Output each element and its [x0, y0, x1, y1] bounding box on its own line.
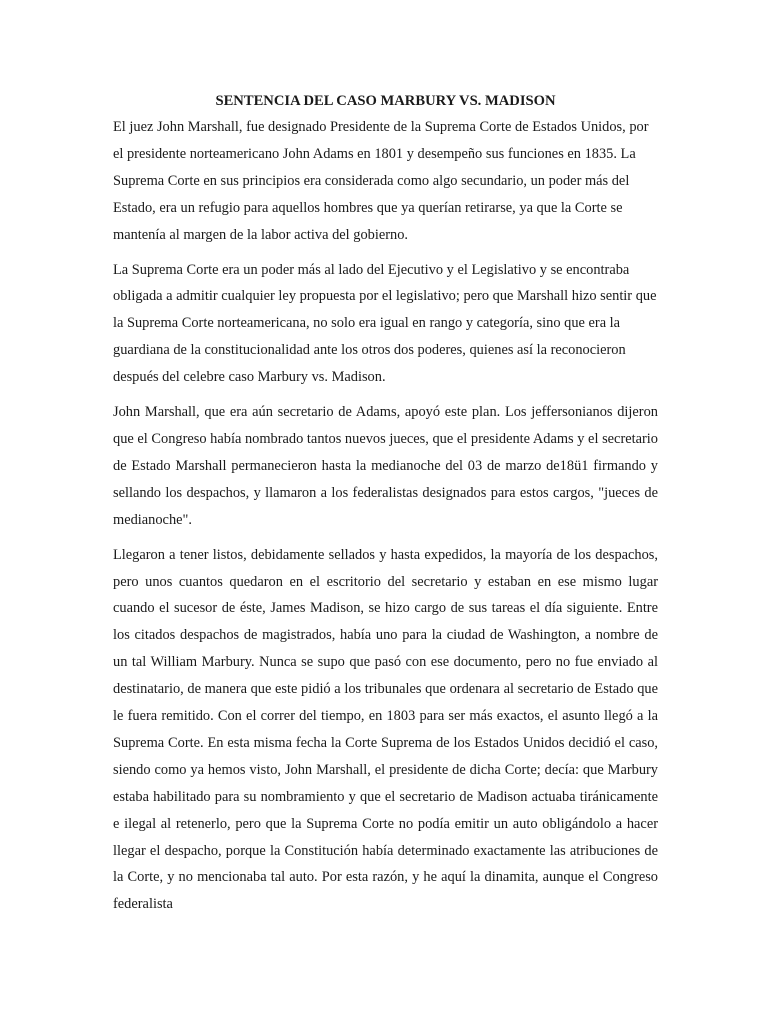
- paragraph-4: Llegaron a tener listos, debidamente sellados y hasta expedidos, la mayoría de los despachos, pero unos cuantos quedaron en el escritorio del secretario y estaban en ese mismo lugar cuando el sucesor de éste, James Madison, se hizo cargo de sus tareas el día siguiente. Entre los citados despachos de magistrados, había uno para la ciudad de Washington, a nombre de un tal William Marbury. Nunca se supo que pasó con ese documento, pero no fue enviado al destinatario, de manera que este pidió a los tribunales que ordenara al secretario de Estado que le fuera remitido. Con el correr del tiempo, en 1803 para ser más exactos, el asunto llegó a la Suprema Corte. En esta misma fecha la Corte Suprema de los Estados Unidos decidió el caso, siendo como ya hemos visto, John Marshall, el presidente de dicha Corte; decía: que Marbury estaba habilitado para su nombramiento y que el secretario de Madison actuaba tiránicamente e ilegal al retenerlo, pero que la Suprema Corte no podía emitir un auto obligándolo a hacer llegar el despacho, porque la Constitución había determinado exactamente las atribuciones de la Corte, y no mencionaba tal auto. Por esta razón, y he aquí la dinamita, aunque el Congreso federalista: [113, 546, 658, 913]
- document-title: SENTENCIA DEL CASO MARBURY VS. MADISON: [215, 93, 556, 109]
- document-body: [113, 90, 658, 926]
- paragraph-1: El juez John Marshall, fue designado Presidente de la Suprema Corte de Estados Unidos, por el presidente norteamericano John Adams en 1801 y desempeño sus funciones en 1835. La Suprema Corte en sus principios era considerada como algo secundario, un poder más del Estado, era un refugio para aquellos hombres que ya querían retirarse, ya que la Corte se mantenía al margen de la labor activa del gobierno.: [113, 119, 649, 243]
- paragraph-2: La Suprema Corte era un poder más al lado del Ejecutivo y el Legislativo y se encontraba obligada a admitir cualquier ley propuesta por el legislativo; pero que Marshall hizo sentir que la Suprema Corte norteamericana, no solo era igual en rango y categoría, sino que era la guardiana de la constitucionalidad ante los otros dos poderes, quienes así la reconocieron después del celebre caso Marbury vs. Madison.: [113, 261, 657, 386]
- paragraph-3: John Marshall, que era aún secretario de Adams, apoyó este plan. Los jeffersonianos dijeron que el Congreso había nombrado tantos nuevos jueces, que el presidente Adams y el secretario de Estado Marshall permanecieron hasta la medianoche del 03 de marzo de18ü1 firmando y sellando los despachos, y llamaron a los federalistas designados para estos cargos, "jueces de medianoche".: [113, 404, 658, 528]
